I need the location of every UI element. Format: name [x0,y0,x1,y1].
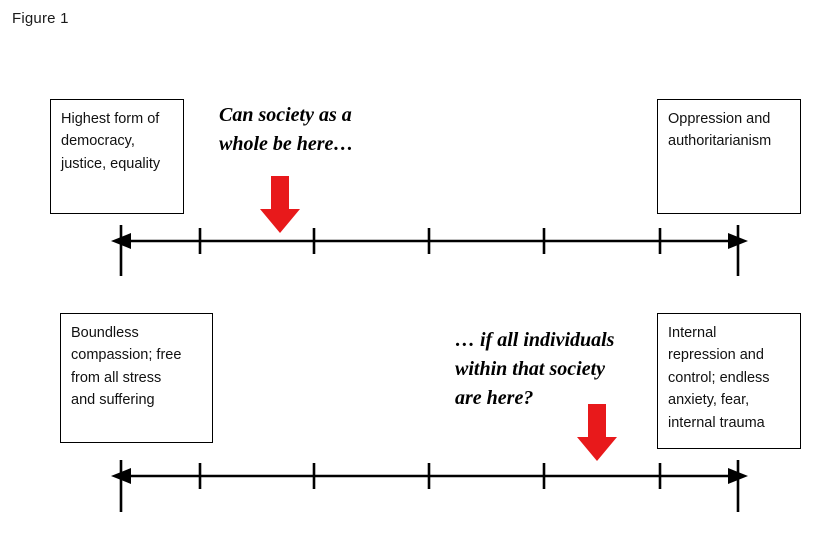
society-left-box-line-2: democracy, [61,133,135,150]
individual-right-box-line-4: anxiety, fear, [668,392,750,409]
individual-right-box-line-3: control; endless [668,369,770,386]
individual-axis-left-arrowhead [111,468,131,484]
society-right-box [657,99,801,214]
society-caption-line-2: whole be here… [219,133,354,155]
individual-right-box-line-5: internal trauma [668,414,765,431]
figure-label: Figure 1 [12,10,69,27]
individual-caption-line-3: are here? [455,387,534,409]
individual-left-box-line-3: from all stress [71,369,162,386]
individual-marker-arrow-icon [576,404,620,462]
individual-right-box-line-1: Internal [668,325,717,341]
society-left-box-line-3: justice, equality [61,155,161,172]
individual-caption-line-2: within that society [455,358,606,380]
individual-left-box-line-1: Boundless [71,325,139,341]
individual-left-box-line-2: compassion; free [71,347,182,364]
society-axis-right-arrowhead [728,233,748,249]
society-caption [219,101,353,159]
individual-right-box [657,313,801,449]
individual-right-box-line-2: repression and [668,347,764,364]
society-left-box [50,99,184,214]
society-axis-left-arrowhead [111,233,131,249]
individual-caption-line-1: … if all individuals [455,329,615,351]
society-marker-arrow-icon [259,176,303,234]
individual-axis [121,460,738,512]
society-caption-line-1: Can society as a [219,104,352,126]
society-right-box-line-1: Oppression and [668,111,771,127]
society-axis [121,225,738,276]
individual-left-box [60,313,213,443]
individual-caption [455,326,614,413]
individual-left-box-line-4: and suffering [71,392,155,409]
society-right-box-line-2: authoritarianism [668,133,772,150]
society-left-box-line-1: Highest form of [61,111,160,127]
individual-axis-right-arrowhead [728,468,748,484]
